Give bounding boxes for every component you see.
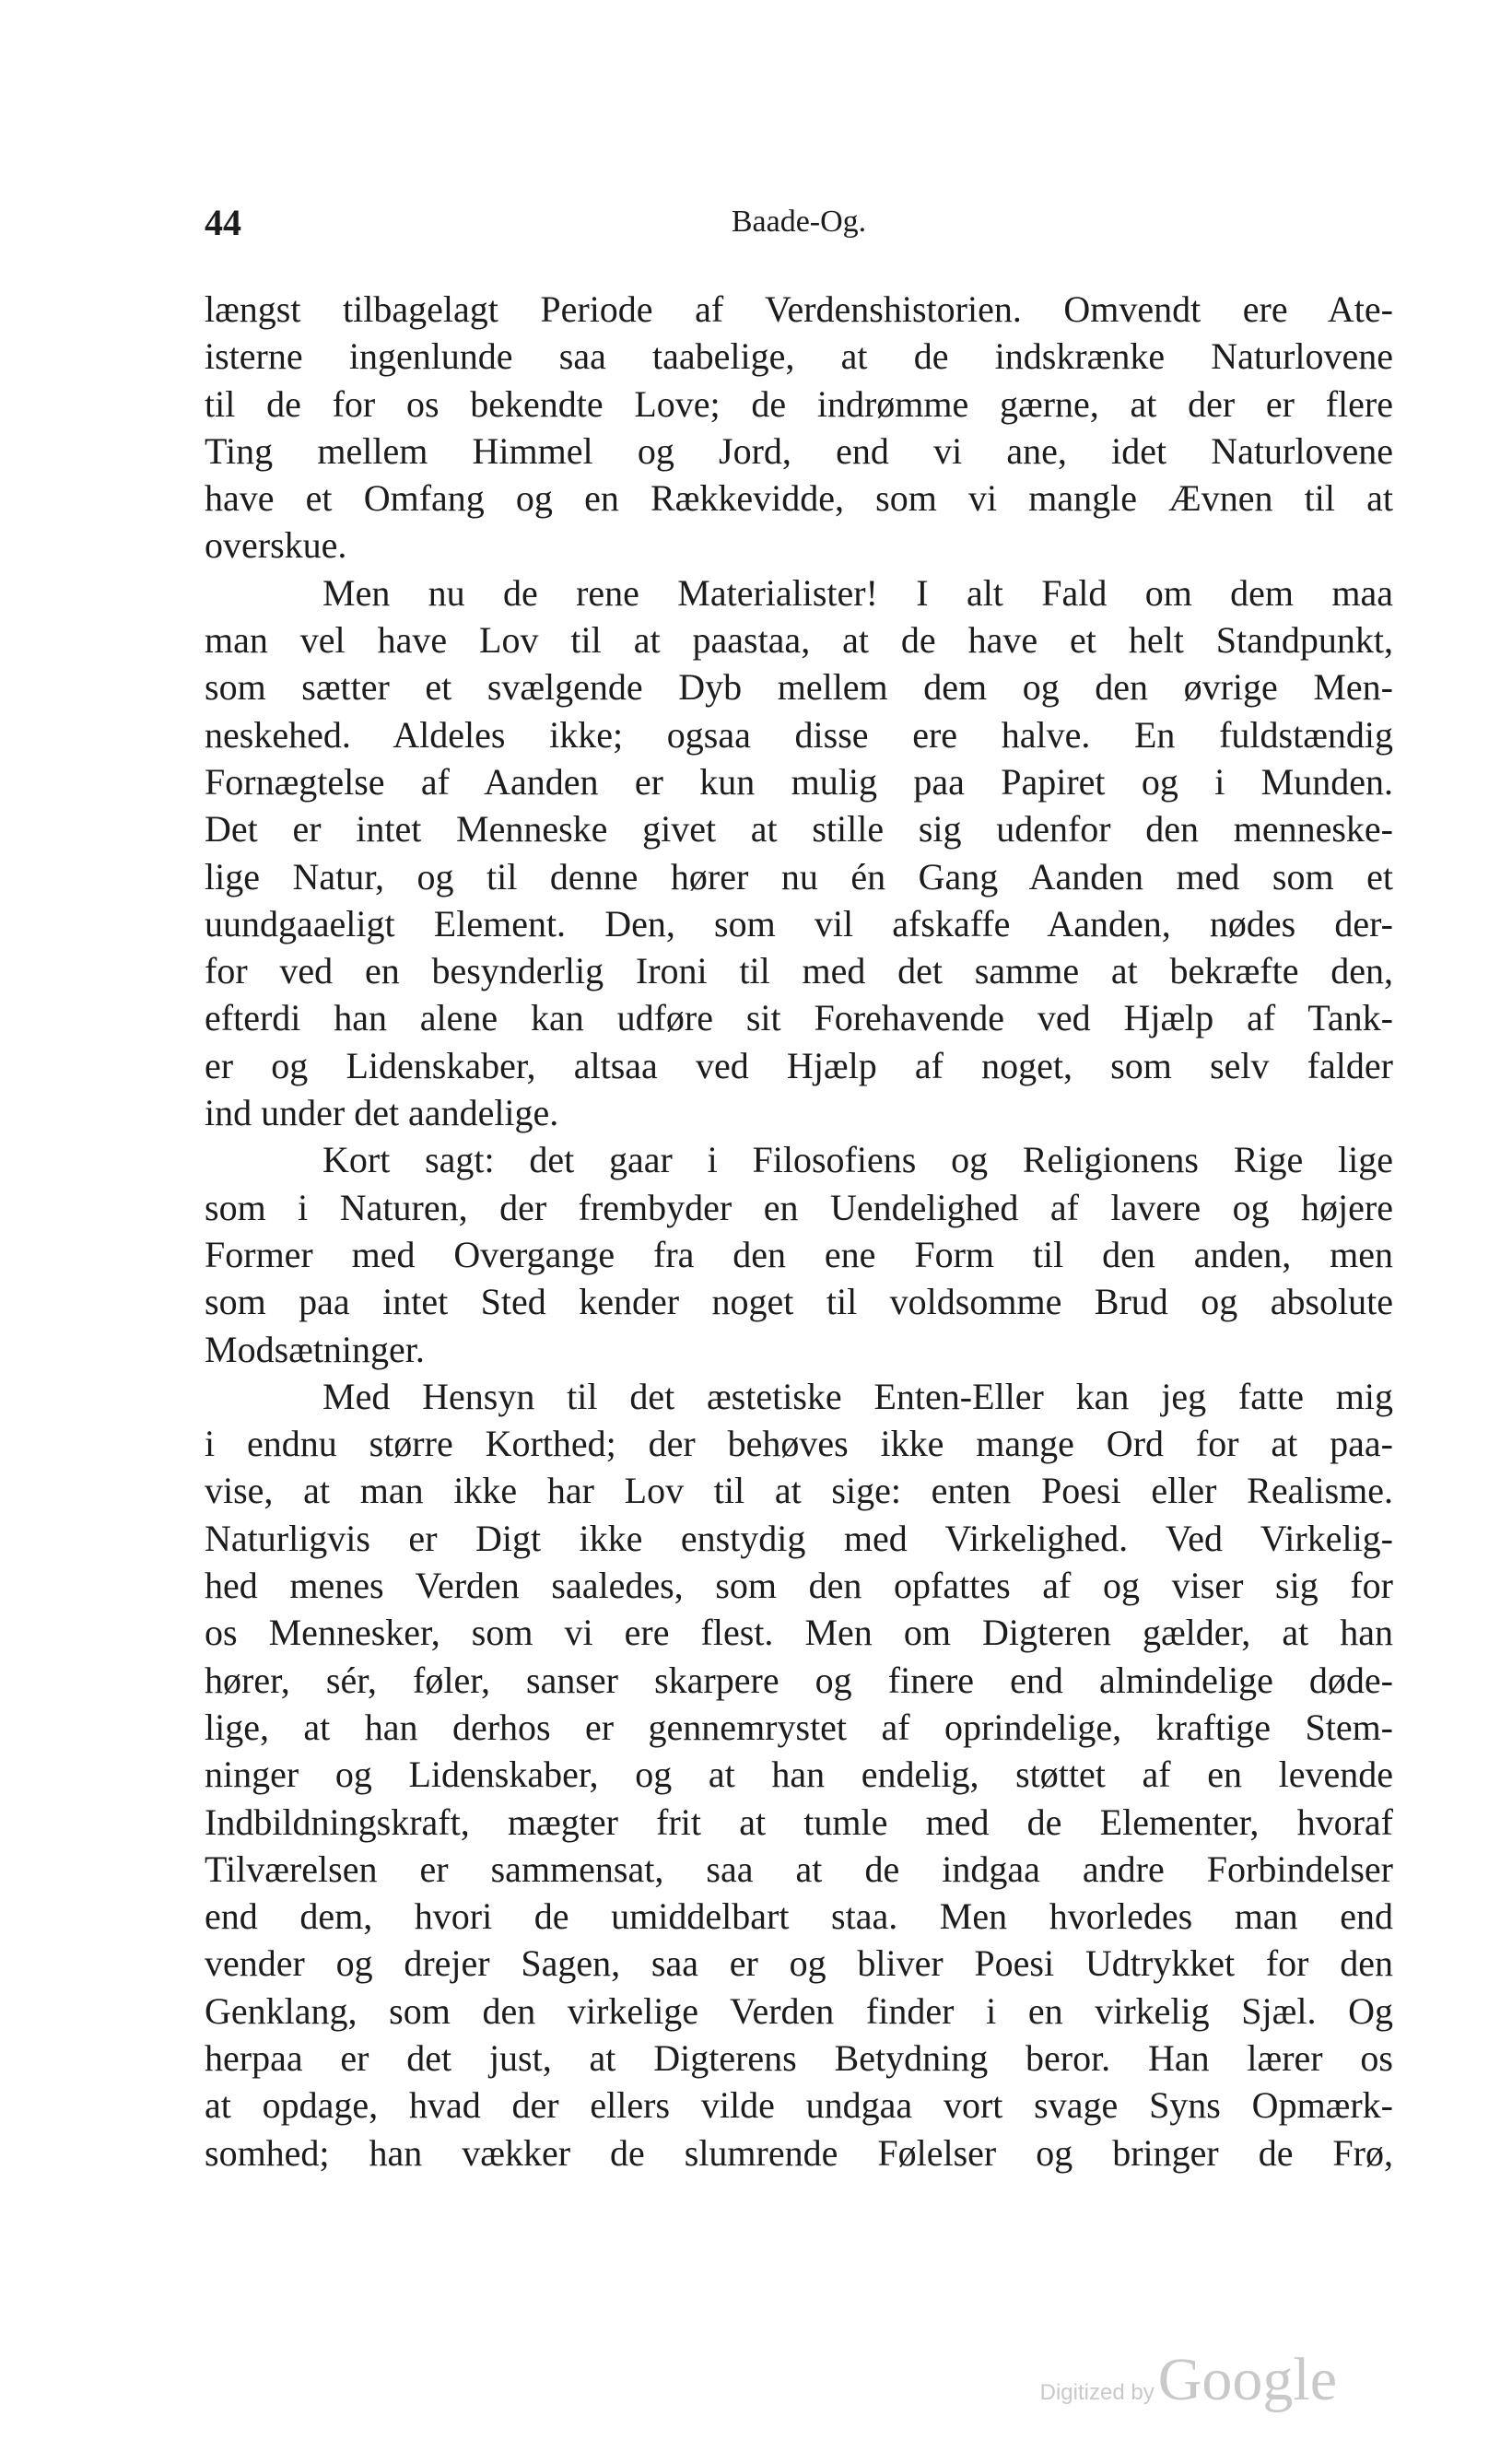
text-line: Fornægtelse af Aanden er kun mulig paa Papiret og i Munden. — [205, 760, 1393, 803]
text-line: i endnu større Korthed; der behøves ikke mange Ord for at paa- — [205, 1423, 1393, 1465]
text-line: Tilværelsen er sammensat, saa at de indgaa andre Forbindelser — [205, 1848, 1393, 1890]
text-line: vise, at man ikke har Lov til at sige: enten Poesi eller Realisme. — [205, 1470, 1393, 1512]
text-line: man vel have Lov til at paastaa, at de have et helt Standpunkt, — [205, 619, 1393, 662]
text-line: Indbildningskraft, mægter frit at tumle med de Elementer, hvoraf — [205, 1801, 1393, 1843]
text-line: som sætter et svælgende Dyb mellem dem og den øvrige Men- — [205, 666, 1393, 709]
text-line: til de for os bekendte Love; de indrømme gærne, at der er flere — [205, 382, 1393, 425]
digitized-watermark — [1040, 2345, 1337, 2415]
text-line: er og Lidenskaber, altsaa ved Hjælp af noget, som selv falder — [205, 1044, 1393, 1086]
text-line: Genklang, som den virkelige Verden finder i en virkelig Sjæl. Og — [205, 1989, 1393, 2032]
watermark-brand: Google — [1157, 2346, 1337, 2413]
text-line: uundgaaeligt Element. Den, som vil afskaffe Aanden, nødes der- — [205, 902, 1393, 944]
text-line: hører, sér, føler, sanser skarpere og finere end almindelige døde- — [205, 1659, 1393, 1701]
text-line: som i Naturen, der frembyder en Uendelighed af lavere og højere — [205, 1186, 1393, 1228]
text-line: herpaa er det just, at Digterens Betydning beror. Han lærer os — [205, 2036, 1393, 2079]
text-line: overskue. — [205, 524, 347, 567]
text-line: vender og drejer Sagen, saa er og bliver Poesi Udtrykket for den — [205, 1942, 1393, 1985]
watermark-prefix: Digitized by — [1039, 2380, 1155, 2405]
text-line: efterdi han alene kan udføre sit Forehavende ved Hjælp af Tank- — [205, 997, 1393, 1039]
text-line: Former med Overgange fra den ene Form til den anden, men — [205, 1233, 1393, 1275]
text-line: somhed; han vækker de slumrende Følelser og bringer de Frø, — [205, 2131, 1393, 2174]
text-line: som paa intet Sted kender noget til voldsomme Brud og absolute — [205, 1281, 1393, 1323]
text-line: Naturligvis er Digt ikke enstydig med Virkelighed. Ved Virkelig- — [205, 1517, 1393, 1559]
text-line: end dem, hvori de umiddelbart staa. Men hvorledes man end — [205, 1895, 1393, 1938]
text-line: Men nu de rene Materialister! I alt Fald om dem maa — [322, 571, 1393, 614]
text-line: lige Natur, og til denne hører nu én Gang Aanden med som et — [205, 855, 1393, 897]
text-line: længst tilbagelagt Periode af Verdenshistorien. Omvendt ere Ate- — [205, 288, 1393, 330]
text-line: Ting mellem Himmel og Jord, end vi ane, idet Naturlovene — [205, 429, 1393, 472]
text-line: os Mennesker, som vi ere flest. Men om Digteren gælder, at han — [205, 1612, 1393, 1654]
text-line: hed menes Verden saaledes, som den opfattes af og viser sig for — [205, 1565, 1393, 1607]
text-line: Kort sagt: det gaar i Filosofiens og Religionens Rige lige — [322, 1139, 1393, 1181]
text-line: ind under det aandelige. — [205, 1092, 559, 1134]
text-line: have et Omfang og en Rækkevidde, som vi mangle Ævnen til at — [205, 477, 1393, 520]
text-line: ninger og Lidenskaber, og at han endelig, støttet af en levende — [205, 1754, 1393, 1796]
page-number: 44 — [205, 202, 241, 243]
text-line: for ved en besynderlig Ironi til med det samme at bekræfte den, — [205, 950, 1393, 992]
text-line: neskehed. Aldeles ikke; ogsaa disse ere halve. En fuldstændig — [205, 713, 1393, 756]
text-line: Modsætninger. — [205, 1328, 425, 1370]
text-line: Det er intet Menneske givet at stille sig udenfor den menneske- — [205, 808, 1393, 850]
page-header — [205, 201, 1393, 256]
text-line: lige, at han derhos er gennemrystet af oprindelige, kraftige Stem- — [205, 1706, 1393, 1748]
text-line: isterne ingenlunde saa taabelige, at de indskrænke Naturlovene — [205, 335, 1393, 378]
running-head: Baade-Og. — [731, 205, 867, 239]
body-text — [205, 286, 1393, 2176]
text-line: at opdage, hvad der ellers vilde undgaa vort svage Syns Opmærk- — [205, 2084, 1393, 2127]
text-line: Med Hensyn til det æstetiske Enten-Eller kan jeg fatte mig — [322, 1375, 1393, 1417]
